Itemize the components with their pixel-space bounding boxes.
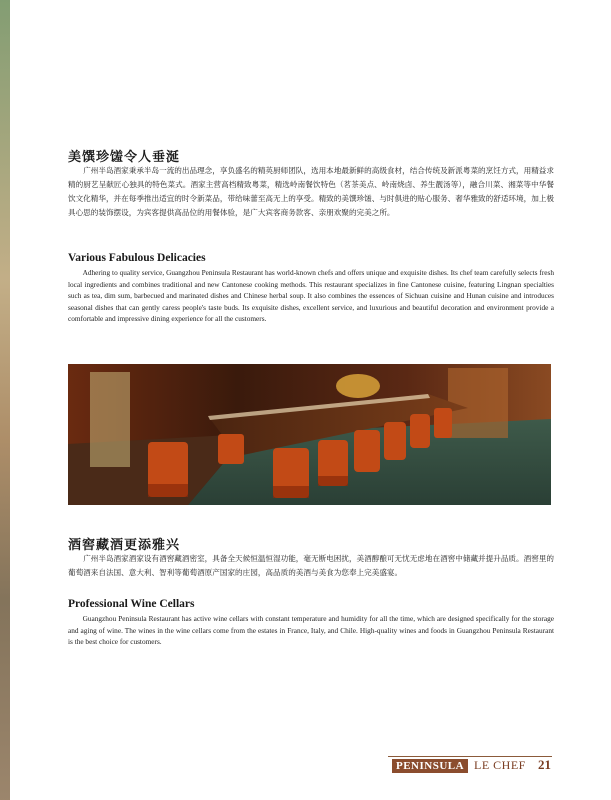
section1-title-en: Various Fabulous Delicacies (68, 252, 206, 264)
magazine-name: LE CHEF (474, 758, 526, 772)
brand-label: PENINSULA (392, 759, 468, 773)
dining-room-photo (68, 364, 551, 505)
section2-title-cn: 酒窖藏酒更添雅兴 (68, 538, 181, 553)
section1-title-cn: 美馔珍馐令人垂涎 (68, 150, 181, 165)
section1-body-cn: 广州半岛酒家秉承半岛一流的出品理念，享负盛名的精英厨师团队，选用本地最新鲜的高级食材，结合传统及新派粤菜的烹饪方式，用精益求精的厨艺呈献匠心独具的特色菜式。酒家主营高档精致粤菜，精选岭南餐饮特色（茗茶美点、岭南烧卤、养生靓汤等），融合川菜、湘菜等中华餐饮文化精华，并在每季推出适宜的时令新菜品，带给味蕾至高无上的享受。精致的美馔珍馐、与时俱进的贴心服务、奢华雅致的舒适环境，加上极具心思的装饰摆设，为宾客提供高品位的用餐体验，是广大宾客商务款客、亲朋欢聚的完美之所。 (68, 166, 554, 217)
section2-body-en: Guangzhou Peninsula Restaurant has active wine cellars with constant temperature and humidity for all the time, which are designed specifically for the storage and aging of wine. The wines in the wine cellars come from the estates in France, Italy, and Chile. High-quality wines and foods in Guangzhou Peninsula Restaurant is the best choice for customers. (68, 614, 554, 647)
section1-body-en: Adhering to quality service, Guangzhou Peninsula Restaurant has world-known chefs and offers unique and exquisite dishes. Its chef team carefully selects fresh local ingredients and combines traditional and new Cantonese cooking methods. This restaurant specializes in fine Cantonese cuisine, featuring Lingnan specialties such as tea, dim sum, barbecued and marinated dishes and Chinese herbal soup. It also combines the essences of Sichuan cuisine and Hunan cuisine and introduces seasonal dishes that can gently caress people's taste buds. Its exquisite dishes, excellent service, and luxurious and beautiful decoration and environment provide a comfortable and impressive dining experience for all the customers. (68, 268, 554, 324)
section2-body-cn: 广州半岛酒家酒家设有酒窖藏酒密室，具备全天候恒温恒湿功能，毫无断电困扰，美酒醇酿可无忧无虑地在酒窖中储藏并提升品质。酒窖里的葡萄酒来自法国、意大利、智利等葡萄酒原产国家的庄园，高品质的美酒与美食为您奉上完美盛宴。 (68, 554, 554, 577)
section2-title-en: Professional Wine Cellars (68, 598, 195, 610)
page-edge-decoration (0, 0, 10, 800)
page-number: 21 (538, 757, 551, 772)
